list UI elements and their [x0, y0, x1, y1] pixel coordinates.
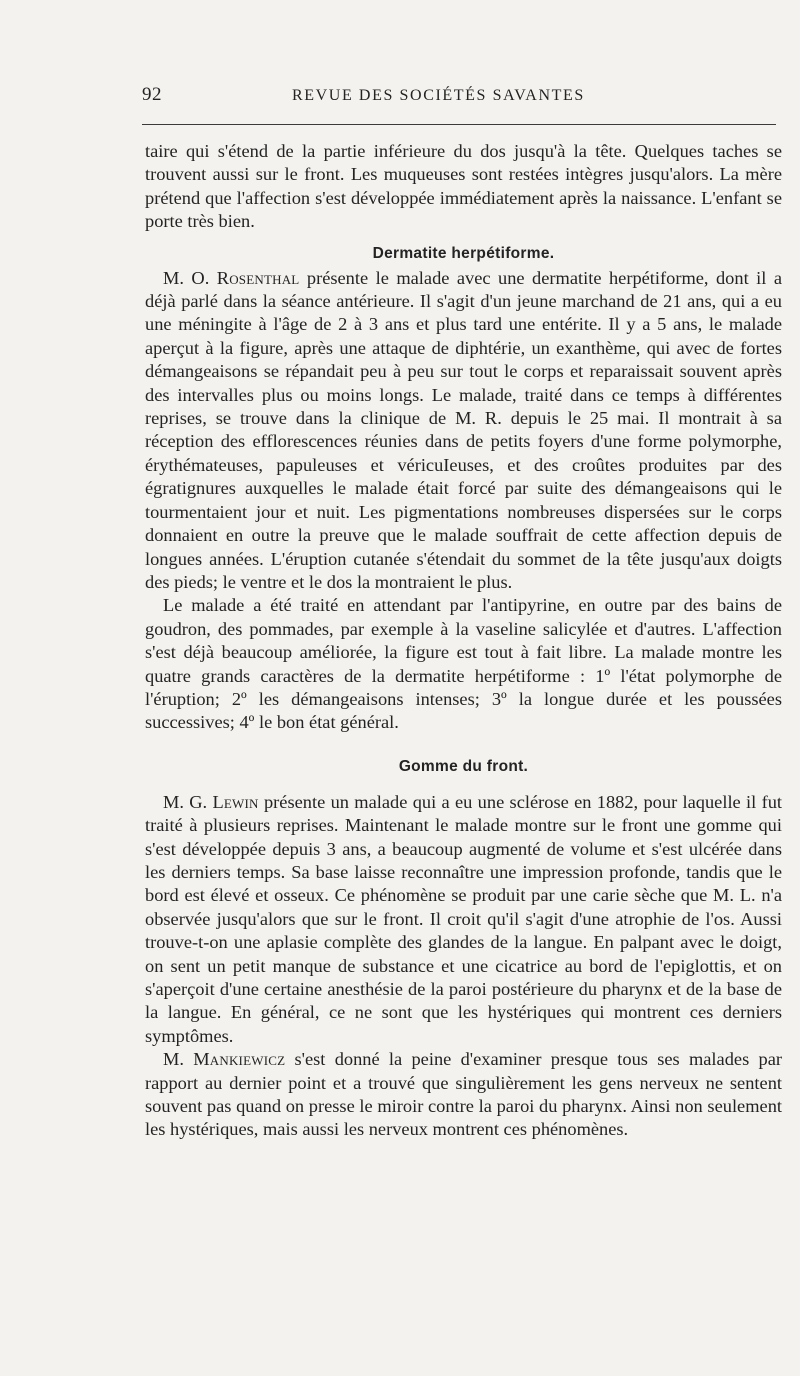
section-heading-gomme: Gomme du front. — [398, 757, 529, 775]
paragraph-text: présente un malade qui a eu une sclérose en 1882, pour laquelle il fut traité à plusieurs reprises. Maintenant le malade montre sur le front une gomme qui s'est développée depuis 3 ans, a beaucoup augmenté de volume et s'est ulcérée dans les derniers temps. Sa base laisse reconnaître une impression profonde, tandis que le bord est élevé et osseux. Ce phénomène se produit par une carie sèche que M. L. n'a observée jusqu'alors que sur le front. Il croit qu'il s'agit d'une atrophie de l'os. Aussi trouve-t-on une aplasie complète des glandes de la langue. En palpant avec le doigt, on sent un petit manque de substance et une cicatrice au bord de l'epiglottis, et on s'aperçoit d'une certaine anesthésie de la paroi postérieure du pharynx et de la base de la langue. En général, ce ne sont que les hystériques qui montrent ces derniers symptômes. — [145, 791, 783, 1046]
speaker-name: Rosenthal — [216, 267, 300, 288]
speaker-prefix: M. O. — [163, 267, 217, 288]
paragraph-lewin — [145, 791, 782, 1048]
speaker-name: Lewin — [212, 791, 259, 812]
running-head — [142, 84, 782, 114]
page-number: 92 — [142, 84, 162, 105]
article-body — [145, 140, 782, 1142]
journal-title: REVUE DES SOCIÉTÉS SAVANTES — [292, 87, 585, 104]
paragraph-treatment — [145, 594, 782, 734]
paragraph-text: Le malade a été traité en attendant par l'antipyrine, en outre par des bains de goudron, des pommades, par exemple à la vaseline salicylée et d'autres. L'affection s'est déjà beaucoup améliorée, la figure est tout à fait libre. La malade montre les quatre grands caractères de la dermatite herpétiforme : 1º l'état polymorphe de l'éruption; 2º les démangeaisons intenses; 3º la longue durée et les poussées successives; 4º le bon état général. — [145, 595, 782, 733]
paragraph-text: s'est donné la peine d'examiner presque tous ses malades par rapport au dernier point et a trouvé que singulièrement les gens nerveux ne sentent souvent pas quand on presse le miroir contre la paroi du pharynx. Ainsi non seulement les hystériques, mais aussi les nerveux montrent ces phénomènes. — [145, 1049, 782, 1140]
paragraph-continued — [145, 140, 782, 234]
speaker-prefix: M. G. — [163, 791, 213, 812]
section-heading-dermatite: Dermatite herpétiforme. — [372, 244, 555, 262]
speaker-name: Mankiewicz — [193, 1049, 286, 1070]
paragraph-rosenthal — [145, 267, 782, 595]
speaker-prefix: M. — [163, 1049, 194, 1070]
paragraph-text: taire qui s'étend de la partie inférieure du dos jusqu'à la tête. Quelques taches se trouvent aussi sur le front. Les muqueuses sont restées intègres jusqu'alors. La mère prétend que l'affection s'est développée immédiatement après la naissance. L'enfant se porte très bien. — [145, 141, 782, 232]
paragraph-mankiewicz — [145, 1048, 782, 1142]
paragraph-text: présente le malade avec une dermatite herpétiforme, dont il a déjà parlé dans la séance antérieure. Il s'agit d'un jeune marchand de 21 ans, qui a eu une méningite à l'âge de 2 à 3 ans et plus tard une entérite. Il y a 5 ans, le malade aperçut à la figure, après une attaque de diphtérie, un exanthème, qui avec de fortes démangeaisons se répandait peu à peu sur tout le corps et reparaissait souvent après des intervalles plus ou moins longs. Le malade, traité dans ce temps à différentes reprises, se trouve dans la clinique de M. R. depuis le 25 mai. Il montrait à sa réception des efflorescences réunies dans de petits foyers d'une forme polymorphe, érythémateuses, papuleuses et véricuIeuses, et des croûtes produites par des égratignures auxquelles le malade était forcé par suite des démangeaisons qui le tourmentaient jour et nuit. Les pigmentations nombreuses dispersées sur le corps donnaient en outre la preuve que le malade souffrait de cette affection depuis de longues années. L'éruption cutanée s'étendait du sommet de la tête jusqu'aux doigts des pieds; le ventre et le dos la montraient le plus. — [145, 267, 782, 592]
header-rule — [142, 124, 776, 125]
